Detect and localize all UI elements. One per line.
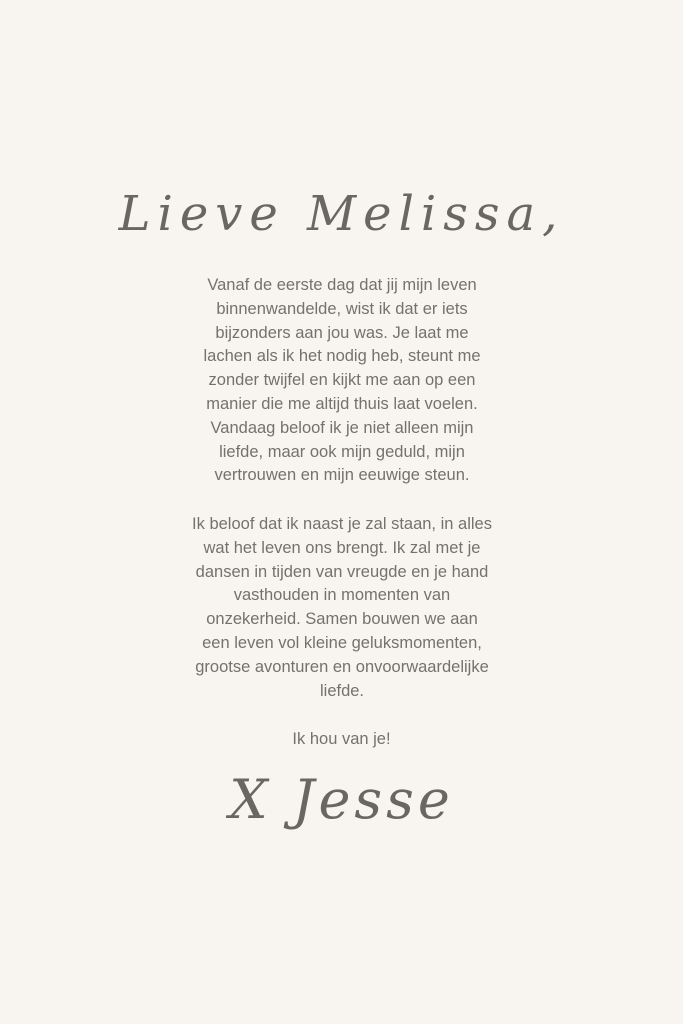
letter-signature: X Jesse xyxy=(229,768,454,831)
letter-paragraph-2: Ik beloof dat ik naast je zal staan, in alles wat het leven ons brengt. Ik zal met je dansen in tijden van vreugde en je hand vasthouden in momenten van onzekerheid. Samen bouwen we aan een leven vol kleine geluksmomenten, grootse avonturen en onvoorwaardelijke liefde. xyxy=(192,515,492,700)
letter-greeting: Lieve Melissa, xyxy=(118,186,565,242)
letter-closing: Ik hou van je! xyxy=(292,730,391,748)
letter-paragraph-1: Vanaf de eerste dag dat jij mijn leven binnenwandelde, wist ik dat er iets bijzonders aan jou was. Je laat me lachen als ik het nodig heb, steunt me zonder twijfel en kijkt me aan op een manier die me altijd thuis laat voelen. Vandaag beloof ik je niet alleen mijn liefde, maar ook mijn geduld, mijn vertrouwen en mijn eeuwige steun. xyxy=(203,276,481,485)
